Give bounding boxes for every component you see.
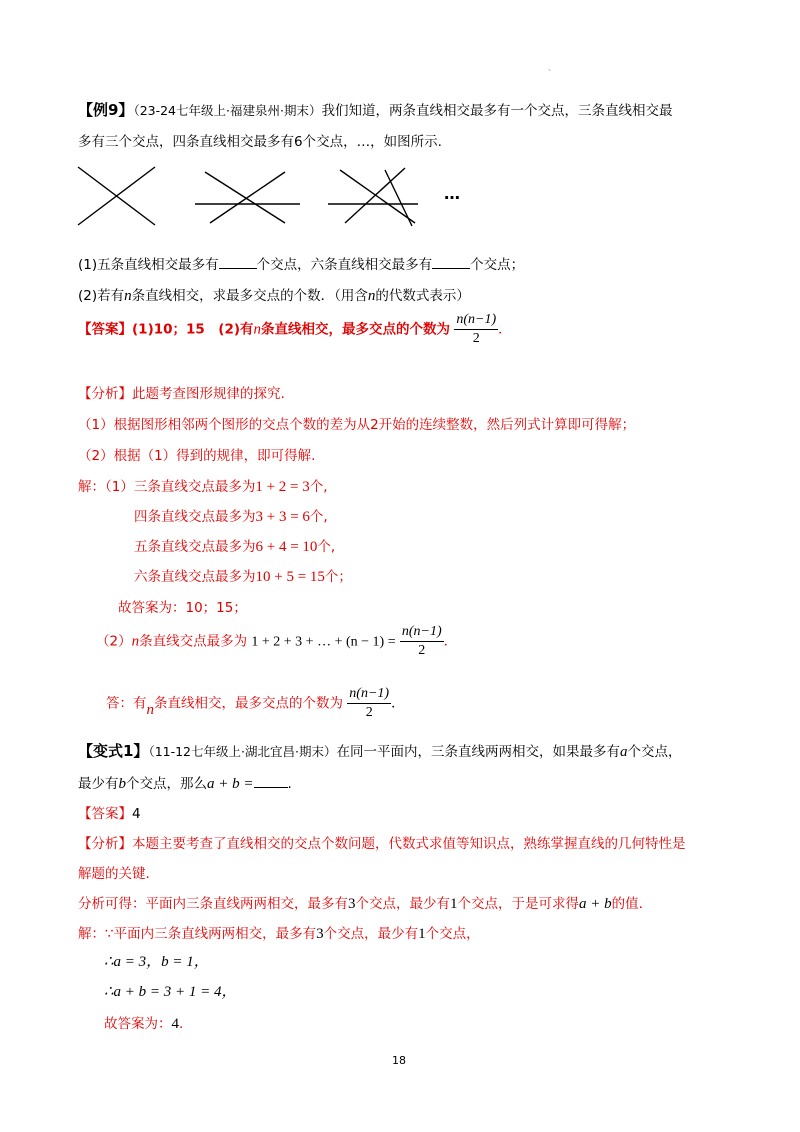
example9-analysis: 【分析】此题考查图形规律的探究.	[78, 386, 285, 402]
figure-three-lines	[195, 172, 300, 223]
solution-line-3: 五条直线交点最多为6 + 4 = 10个,	[134, 539, 336, 555]
answer-fraction: $\frac{n(n-1)}{2}$	[456, 312, 497, 346]
example9-question2: (2)若有n条直线相交，求最多交点的个数．（用含n的代数式表示）	[78, 288, 470, 304]
variant1-answer: 【答案】4	[78, 806, 141, 822]
solution-line-2: 四条直线交点最多为3 + 3 = 6个,	[134, 509, 328, 525]
variant1-tag: 【变式1】	[78, 742, 149, 760]
sum-expression: 1 + 2 + 3 + … + (n − 1) =	[251, 634, 396, 650]
variant1-analysis-line1: 【分析】本题主要考查了直线相交的交点个数问题，代数式求值等知识点，熟练掌握直线的几何特性是	[78, 836, 686, 852]
variant1-solution-line3: ∴a + b = 3 + 1 = 4，	[104, 984, 237, 1000]
variant1-line2: 最少有b个交点，那么a + b = .	[78, 772, 292, 793]
example9-answer: 【答案】(1)10；15 (2)有n条直线相交，最多交点的个数为 $\frac{n(n-1)}{2}$ ．	[78, 312, 512, 346]
sum-fraction: $\frac{n(n-1)}{2}$	[401, 624, 442, 658]
variant1-line1: 【变式1】（11-12七年级上·湖北宜昌·期末）在同一平面内，三条直线两两相交，如果最多有a个交点，	[78, 742, 682, 760]
page-number: 18	[392, 1054, 406, 1067]
final-fraction: $\frac{n(n-1)}{2}$	[349, 686, 390, 720]
answer-blank-1	[219, 254, 257, 269]
answer-blank-2	[432, 254, 470, 269]
figure-ellipsis: …	[444, 184, 460, 203]
example9-intro-line2: 多有三个交点，四条直线相交最多有6个交点，…，如图所示.	[78, 134, 442, 150]
example9-source: （23-24七年级上·福建泉州·期末）	[133, 103, 322, 118]
analysis-step-2: （2）根据（1）得到的规律，即可得解.	[78, 448, 316, 464]
solution-line-1: 解：（1）三条直线交点最多为1 + 2 = 3个,	[78, 479, 328, 495]
solution-answer-1: 故答案为：10；15；	[118, 600, 247, 616]
example9-intro-line1: 【例9】（23-24七年级上·福建泉州·期末）我们知道，两条直线相交最多有一个交点，三条直线相交最	[78, 101, 673, 119]
variant1-source: （11-12七年级上·湖北宜昌·期末）	[148, 744, 337, 759]
answer-blank-3	[254, 773, 288, 788]
variant1-analysis-line2: 解题的关键.	[78, 866, 150, 882]
analysis-step-1: （1）根据图形相邻两个图形的交点个数的差为从2开始的连续整数，然后列式计算即可得解；	[78, 417, 636, 433]
solution-part-2: （2）n条直线交点最多为 1 + 2 + 3 + … + (n − 1) = $\frac{n(n-1)}{2}$ ．	[96, 624, 458, 658]
final-answer: 答：有n条直线相交，最多交点的个数为 $\frac{n(n-1)}{2}$ ．	[106, 686, 405, 720]
variant1-solution-line2: ∴a = 3，b = 1，	[104, 954, 209, 970]
variant1-deduction: 分析可得：平面内三条直线两两相交，最多有3个交点，最少有1个交点，于是可求得a + b的值.	[78, 896, 643, 912]
intersection-figures	[70, 160, 480, 235]
variant1-final-answer: 故答案为：4.	[104, 1016, 184, 1032]
header-mark: 、	[548, 63, 556, 72]
figure-four-lines	[328, 168, 418, 226]
example9-tag: 【例9】	[78, 101, 134, 119]
solution-line-4: 六条直线交点最多为10 + 5 = 15个；	[134, 569, 352, 585]
figure-two-lines	[78, 167, 155, 225]
example9-question1: (1)五条直线相交最多有 个交点，六条直线相交最多有 个交点；	[78, 253, 524, 273]
variant1-solution-line1: 解：∵平面内三条直线两两相交，最多有3个交点，最少有1个交点，	[78, 926, 480, 942]
